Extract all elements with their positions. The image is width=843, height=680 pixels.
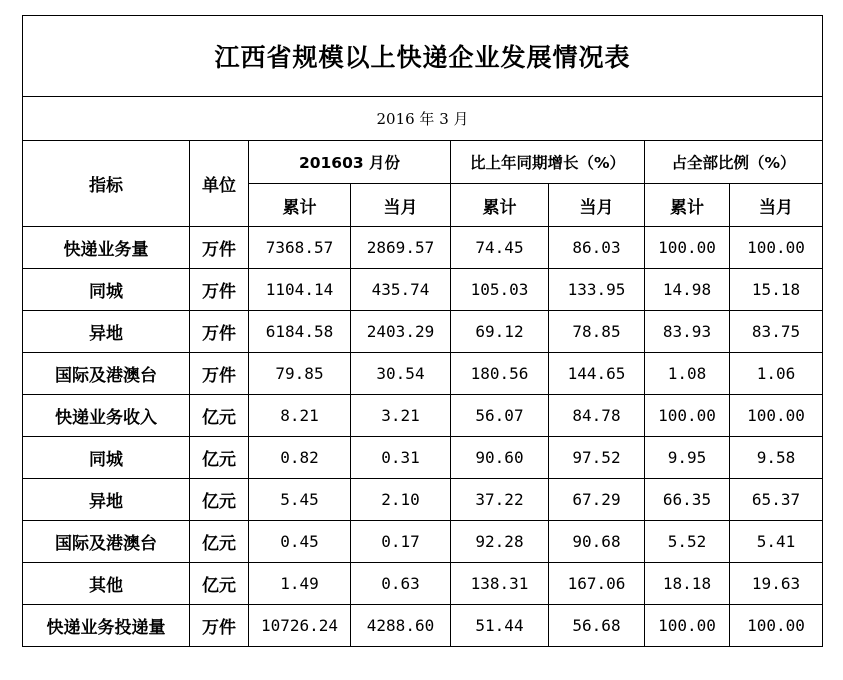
row-unit: 万件 bbox=[190, 353, 249, 395]
row-unit: 亿元 bbox=[190, 521, 249, 563]
header-sub-current: 当月 bbox=[730, 184, 823, 227]
header-sub-cumulative: 累计 bbox=[645, 184, 730, 227]
row-value: 90.60 bbox=[451, 437, 549, 479]
express-stats-table bbox=[22, 15, 823, 647]
row-value: 67.29 bbox=[549, 479, 645, 521]
row-value: 1104.14 bbox=[249, 269, 351, 311]
row-value: 19.63 bbox=[730, 563, 823, 605]
header-group-growth: 比上年同期增长（%） bbox=[451, 141, 645, 184]
row-value: 105.03 bbox=[451, 269, 549, 311]
table-row bbox=[23, 479, 823, 521]
row-value: 0.17 bbox=[351, 521, 451, 563]
row-indicator: 快递业务量 bbox=[23, 227, 190, 269]
row-value: 100.00 bbox=[645, 227, 730, 269]
row-value: 5.45 bbox=[249, 479, 351, 521]
row-value: 66.35 bbox=[645, 479, 730, 521]
table-row bbox=[23, 521, 823, 563]
row-value: 56.68 bbox=[549, 605, 645, 647]
row-value: 1.49 bbox=[249, 563, 351, 605]
row-value: 6184.58 bbox=[249, 311, 351, 353]
table-row bbox=[23, 563, 823, 605]
row-value: 18.18 bbox=[645, 563, 730, 605]
row-value: 78.85 bbox=[549, 311, 645, 353]
row-value: 69.12 bbox=[451, 311, 549, 353]
row-value: 14.98 bbox=[645, 269, 730, 311]
header-group-month: 201603 月份 bbox=[249, 141, 451, 184]
row-value: 100.00 bbox=[730, 227, 823, 269]
row-value: 37.22 bbox=[451, 479, 549, 521]
header-group-share: 占全部比例（%） bbox=[645, 141, 823, 184]
row-unit: 万件 bbox=[190, 269, 249, 311]
row-value: 144.65 bbox=[549, 353, 645, 395]
row-indicator: 快递业务收入 bbox=[23, 395, 190, 437]
row-value: 9.58 bbox=[730, 437, 823, 479]
row-value: 86.03 bbox=[549, 227, 645, 269]
header-indicator: 指标 bbox=[23, 141, 190, 227]
row-indicator: 国际及港澳台 bbox=[23, 521, 190, 563]
row-indicator: 其他 bbox=[23, 563, 190, 605]
row-indicator: 异地 bbox=[23, 311, 190, 353]
header-sub-cumulative: 累计 bbox=[249, 184, 351, 227]
row-value: 180.56 bbox=[451, 353, 549, 395]
row-value: 97.52 bbox=[549, 437, 645, 479]
row-value: 1.08 bbox=[645, 353, 730, 395]
row-unit: 万件 bbox=[190, 605, 249, 647]
row-indicator: 同城 bbox=[23, 437, 190, 479]
row-value: 74.45 bbox=[451, 227, 549, 269]
row-value: 138.31 bbox=[451, 563, 549, 605]
row-value: 92.28 bbox=[451, 521, 549, 563]
row-value: 100.00 bbox=[730, 395, 823, 437]
row-value: 0.63 bbox=[351, 563, 451, 605]
row-value: 79.85 bbox=[249, 353, 351, 395]
row-unit: 亿元 bbox=[190, 395, 249, 437]
row-value: 10726.24 bbox=[249, 605, 351, 647]
row-value: 5.41 bbox=[730, 521, 823, 563]
row-value: 2403.29 bbox=[351, 311, 451, 353]
table-row bbox=[23, 395, 823, 437]
row-value: 30.54 bbox=[351, 353, 451, 395]
header-sub-current: 当月 bbox=[549, 184, 645, 227]
row-value: 0.31 bbox=[351, 437, 451, 479]
table-row bbox=[23, 437, 823, 479]
row-unit: 万件 bbox=[190, 227, 249, 269]
row-value: 133.95 bbox=[549, 269, 645, 311]
row-value: 51.44 bbox=[451, 605, 549, 647]
row-value: 0.82 bbox=[249, 437, 351, 479]
table-row bbox=[23, 227, 823, 269]
header-sub-cumulative: 累计 bbox=[451, 184, 549, 227]
row-value: 56.07 bbox=[451, 395, 549, 437]
row-value: 83.93 bbox=[645, 311, 730, 353]
row-value: 0.45 bbox=[249, 521, 351, 563]
row-value: 7368.57 bbox=[249, 227, 351, 269]
row-value: 1.06 bbox=[730, 353, 823, 395]
table-row bbox=[23, 605, 823, 647]
row-value: 4288.60 bbox=[351, 605, 451, 647]
row-indicator: 同城 bbox=[23, 269, 190, 311]
header-unit: 单位 bbox=[190, 141, 249, 227]
row-value: 84.78 bbox=[549, 395, 645, 437]
header-sub-current: 当月 bbox=[351, 184, 451, 227]
row-unit: 亿元 bbox=[190, 563, 249, 605]
row-unit: 亿元 bbox=[190, 479, 249, 521]
row-value: 100.00 bbox=[645, 395, 730, 437]
table-row bbox=[23, 269, 823, 311]
row-indicator: 国际及港澳台 bbox=[23, 353, 190, 395]
row-value: 8.21 bbox=[249, 395, 351, 437]
row-value: 3.21 bbox=[351, 395, 451, 437]
table-row bbox=[23, 353, 823, 395]
row-unit: 万件 bbox=[190, 311, 249, 353]
row-value: 2.10 bbox=[351, 479, 451, 521]
row-value: 5.52 bbox=[645, 521, 730, 563]
row-value: 9.95 bbox=[645, 437, 730, 479]
report-date: 2016 年 3 月 bbox=[23, 97, 823, 141]
table-title: 江西省规模以上快递企业发展情况表 bbox=[23, 16, 823, 97]
row-indicator: 快递业务投递量 bbox=[23, 605, 190, 647]
row-value: 83.75 bbox=[730, 311, 823, 353]
row-indicator: 异地 bbox=[23, 479, 190, 521]
row-value: 435.74 bbox=[351, 269, 451, 311]
row-value: 15.18 bbox=[730, 269, 823, 311]
table-row bbox=[23, 311, 823, 353]
row-value: 100.00 bbox=[730, 605, 823, 647]
row-value: 2869.57 bbox=[351, 227, 451, 269]
row-value: 100.00 bbox=[645, 605, 730, 647]
row-value: 167.06 bbox=[549, 563, 645, 605]
row-value: 90.68 bbox=[549, 521, 645, 563]
row-unit: 亿元 bbox=[190, 437, 249, 479]
row-value: 65.37 bbox=[730, 479, 823, 521]
